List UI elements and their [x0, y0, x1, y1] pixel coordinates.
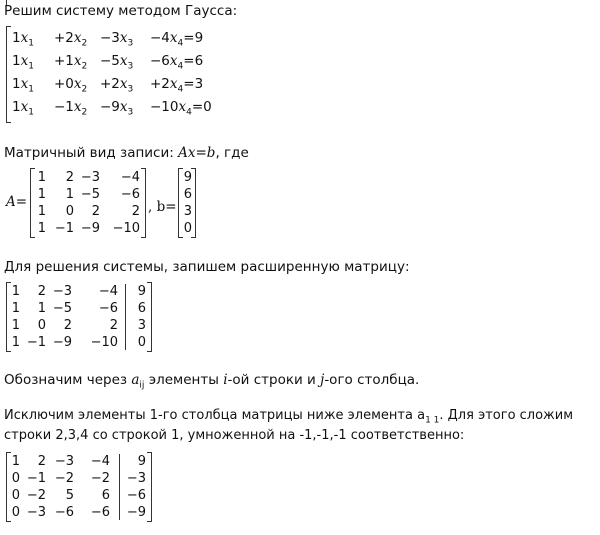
elimination-line-2: строки 2,3,4 со строкой 1, умноженной на -1,-1,-1 соответственно: [4, 428, 465, 443]
variable-index: 2 [81, 84, 88, 95]
equation-term [12, 99, 34, 118]
variable: x [20, 30, 29, 46]
variable: x [20, 99, 29, 115]
matrix-cell: 2 [91, 204, 100, 219]
b-label [148, 199, 177, 215]
matrix-cell: 1 [37, 221, 46, 236]
matrix-cell: 0 [11, 471, 20, 486]
matrix-cell: 0 [183, 221, 192, 236]
augmented-text: Для решения системы, запишем расширенную матрицу: [4, 259, 410, 275]
matrix-cell: −6 [126, 488, 146, 503]
matrix-cell: 2 [37, 284, 46, 299]
variable-index: 4 [177, 84, 184, 95]
elim-pre: Исключим элементы 1-го столбца матрицы ниже элемента a [4, 408, 426, 423]
coefficient: −1 [54, 99, 74, 115]
coefficient: 1 [12, 30, 21, 46]
variable-index: 2 [81, 61, 88, 72]
matrix-cell: 2 [37, 454, 46, 469]
left-bracket [6, 452, 11, 522]
variable-index: 3 [127, 107, 134, 118]
equation-term [150, 76, 203, 95]
coefficient: +1 [54, 53, 74, 69]
elimination-line-1 [4, 408, 573, 426]
vector-b [178, 168, 196, 238]
matrix-cell: 2 [65, 170, 74, 185]
matrix-cell: −2 [90, 471, 110, 486]
right-hand-side: =9 [183, 30, 204, 46]
right-bracket [147, 282, 152, 352]
variable: x [20, 76, 29, 92]
notation-sub: ij [139, 380, 145, 391]
variable-index: 1 [28, 107, 34, 118]
coefficient: 1 [12, 53, 21, 69]
matrix-cell: 0 [11, 505, 20, 520]
matrix-cell: −9 [80, 221, 100, 236]
matrix-cell: −1 [54, 221, 74, 236]
elim-sub: 1 1 [425, 415, 440, 426]
equation-term [150, 30, 203, 49]
matrix-cell: 6 [137, 301, 146, 316]
matrix-cell: 6 [101, 488, 110, 503]
matrix-cell: 9 [137, 284, 146, 299]
variable: x [169, 53, 178, 69]
coefficient: −4 [150, 30, 170, 46]
left-bracket [30, 168, 35, 238]
matrix-cell: −6 [90, 505, 110, 520]
b-label-text: , b= [148, 199, 177, 215]
matrix-cell: −3 [126, 471, 146, 486]
matrix-cell: 1 [37, 187, 46, 202]
matrix-cell: −2 [54, 471, 74, 486]
matrix-cell: −5 [80, 187, 100, 202]
matrix-form-line [4, 145, 249, 161]
matrix-cell: 3 [137, 318, 146, 333]
matrix-cell: −3 [54, 454, 74, 469]
matrix-cell: −4 [98, 284, 118, 299]
matrix-cell: −10 [112, 221, 140, 236]
matrix-cell: 1 [11, 335, 20, 350]
variable-index: 1 [28, 84, 34, 95]
equation-term [54, 76, 87, 95]
matrix-cell: −3 [80, 170, 100, 185]
matrix-form-equation: Ax=b [178, 145, 216, 161]
variable-index: 4 [177, 61, 184, 72]
right-bracket [141, 168, 146, 238]
matrix-cell: 2 [63, 318, 72, 333]
variable: x [73, 30, 82, 46]
equation-term [54, 30, 87, 49]
matrix-cell: 1 [65, 187, 74, 202]
matrix-cell: 0 [11, 488, 20, 503]
variable-index: 3 [127, 61, 134, 72]
right-hand-side: =0 [191, 99, 212, 115]
coefficient: +2 [150, 76, 170, 92]
matrix-cell: 6 [183, 187, 192, 202]
notation-i: i [223, 372, 228, 388]
matrix-cell: 0 [137, 335, 146, 350]
coefficient: −9 [100, 99, 120, 115]
notation-mid2: -ой строки и [227, 372, 321, 388]
system-of-equations [6, 26, 216, 123]
matrix-cell: −3 [26, 505, 46, 520]
variable: x [73, 99, 82, 115]
matrix-form-label: Матричный вид записи: [4, 145, 179, 161]
variable: x [73, 53, 82, 69]
coefficient: +2 [100, 76, 120, 92]
equation-term [150, 99, 212, 118]
matrix-cell: 3 [183, 204, 192, 219]
matrix-cell: 9 [137, 454, 146, 469]
variable: x [119, 30, 128, 46]
matrix-cell: 1 [11, 318, 20, 333]
equation-term [54, 99, 87, 118]
matrix-cell: −3 [52, 284, 72, 299]
left-bracket [178, 168, 183, 238]
coefficient: −3 [100, 30, 120, 46]
matrix-cell: 1 [11, 301, 20, 316]
matrix-cell: −6 [54, 505, 74, 520]
matrix-cell: −4 [120, 170, 140, 185]
matrix-cell: 1 [11, 284, 20, 299]
matrix-cell: 0 [37, 318, 46, 333]
notation-j: j [320, 372, 325, 388]
coefficient: 1 [12, 76, 21, 92]
left-bracket [6, 26, 11, 123]
variable: x [119, 53, 128, 69]
coefficient: +2 [54, 30, 74, 46]
right-bracket [147, 452, 152, 522]
matrix-cell: 1 [11, 454, 20, 469]
matrix-cell: 0 [65, 204, 74, 219]
matrix-cell: 5 [65, 488, 74, 503]
variable-index: 1 [28, 38, 34, 49]
variable: x [119, 99, 128, 115]
equation-term [12, 53, 34, 72]
equation-term [100, 76, 133, 95]
matrix-cell: 2 [131, 204, 140, 219]
matrix-cell: −9 [52, 335, 72, 350]
variable: x [73, 76, 82, 92]
notation-pre: Обозначим через [4, 372, 132, 388]
variable-index: 1 [28, 61, 34, 72]
matrix-cell: 9 [183, 170, 192, 185]
equation-term [54, 53, 87, 72]
variable: x [169, 30, 178, 46]
right-hand-side: =6 [183, 53, 204, 69]
variable-index: 2 [81, 38, 88, 49]
elim-post: . Для этого сложим [439, 408, 574, 423]
coefficient: +0 [54, 76, 74, 92]
matrix-cell: 2 [109, 318, 118, 333]
equation-term [100, 99, 133, 118]
notation-mid: элементы [144, 372, 224, 388]
matrix-cell: −4 [90, 454, 110, 469]
matrix-cell: −1 [26, 471, 46, 486]
augmented-matrix-1 [6, 282, 152, 352]
matrix-cell: −5 [52, 301, 72, 316]
augment-bar [125, 284, 126, 350]
variable-index: 3 [127, 84, 134, 95]
matrix-form-tail: , где [215, 145, 249, 161]
variable: x [119, 76, 128, 92]
notation-text [4, 372, 419, 391]
intro-text: Решим систему методом Гаусса: [4, 3, 238, 19]
variable-index: 2 [81, 107, 88, 118]
a-label: A= [6, 194, 28, 210]
augmented-matrix-2 [6, 452, 152, 522]
notation-post: -ого столбца. [324, 372, 420, 388]
matrix-cell: −6 [120, 187, 140, 202]
matrix-cell: 1 [37, 301, 46, 316]
coefficient: −6 [150, 53, 170, 69]
variable: x [169, 76, 178, 92]
variable-index: 4 [177, 38, 184, 49]
variable-index: 4 [186, 107, 192, 118]
coefficient: −5 [100, 53, 120, 69]
matrix-a [30, 168, 146, 238]
variable: x [178, 99, 187, 115]
variable-index: 3 [127, 38, 134, 49]
equation-term [12, 76, 34, 95]
augment-bar [119, 454, 120, 520]
equation-term [100, 53, 133, 72]
equation-term [12, 30, 34, 49]
right-hand-side: =3 [183, 76, 204, 92]
coefficient: 1 [12, 99, 21, 115]
equation-term [100, 30, 133, 49]
matrix-cell: −9 [126, 505, 146, 520]
matrix-cell: −6 [98, 301, 118, 316]
variable: x [20, 53, 29, 69]
matrix-cell: 1 [37, 204, 46, 219]
matrix-cell: −10 [90, 335, 118, 350]
matrix-cell: 1 [37, 170, 46, 185]
coefficient: −10 [150, 99, 179, 115]
equation-term [150, 53, 203, 72]
matrix-cell: −2 [26, 488, 46, 503]
left-bracket [6, 282, 11, 352]
matrix-cell: −1 [26, 335, 46, 350]
notation-a: a [131, 372, 140, 388]
